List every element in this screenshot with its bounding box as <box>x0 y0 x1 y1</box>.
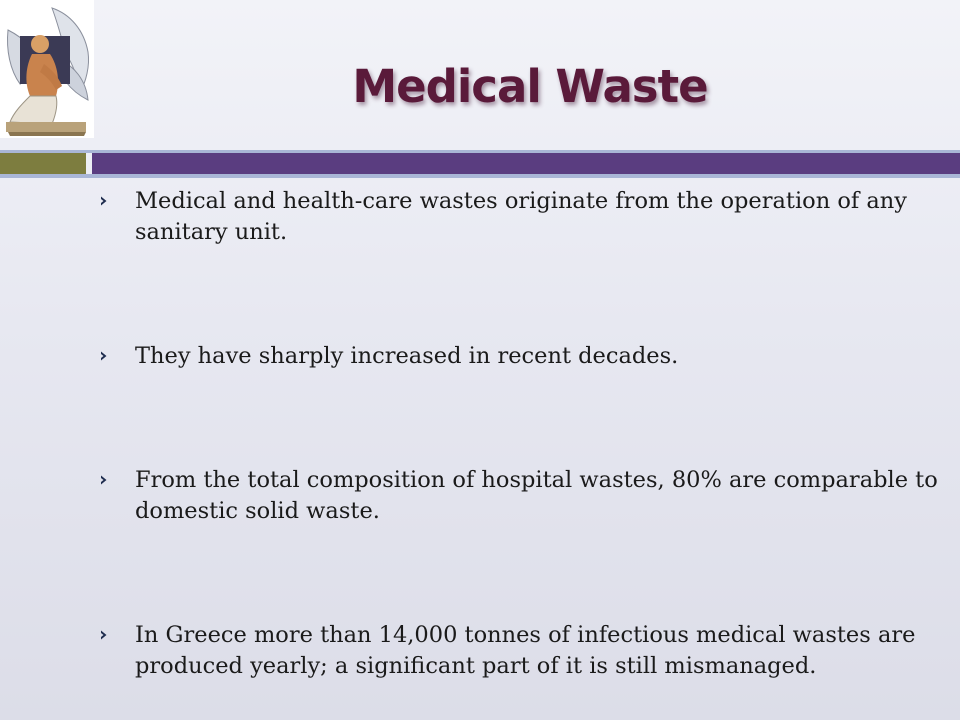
bullet-text: Medical and health-care wastes originate from the operation of any sanitary unit. <box>135 188 907 245</box>
bullet-text: In Greece more than 14,000 tonnes of infectious medical wastes are produced yearly; a significant part of it is still mismanaged. <box>135 622 916 679</box>
title-divider-bottom <box>0 174 960 178</box>
chevron-right-icon <box>98 350 110 362</box>
chevron-right-icon <box>98 629 110 641</box>
accent-bar-purple <box>92 153 960 174</box>
slide-title: Medical Waste <box>352 60 708 113</box>
list-item <box>98 186 948 248</box>
list-item <box>98 465 948 527</box>
seated-winged-figure-logo-icon <box>0 0 94 138</box>
accent-bar-olive <box>0 153 86 174</box>
bullet-list <box>98 186 948 682</box>
list-item <box>98 620 948 682</box>
chevron-right-icon <box>98 195 110 207</box>
bullet-text: From the total composition of hospital wastes, 80% are comparable to domestic solid waste. <box>135 467 938 524</box>
bullet-text: They have sharply increased in recent decades. <box>135 343 679 369</box>
university-logo <box>0 0 94 138</box>
chevron-right-icon <box>98 474 110 486</box>
list-item <box>98 341 948 372</box>
